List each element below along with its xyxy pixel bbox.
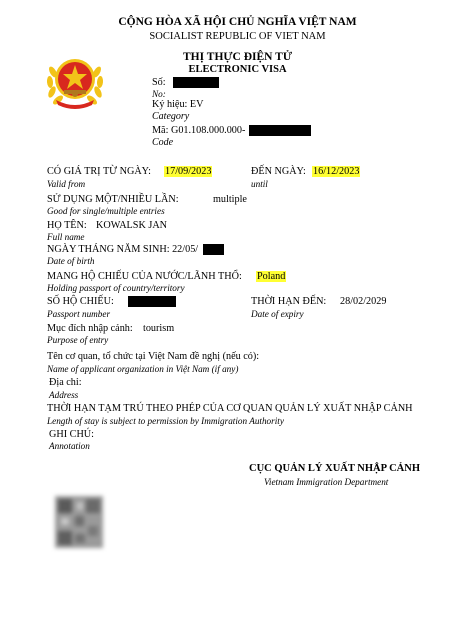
expiry-label-en: Date of expiry [251, 309, 304, 319]
notes-label: GHI CHÚ: [49, 429, 94, 440]
full-name-label-en: Full name [47, 232, 85, 242]
national-emblem-icon [44, 50, 106, 112]
purpose-value: tourism [143, 323, 175, 334]
address-label: Địa chỉ: [49, 377, 82, 388]
country-title-vn: CỘNG HÒA XÃ HỘI CHỦ NGHĨA VIỆT NAM [118, 16, 357, 28]
passport-label-en: Passport number [47, 309, 111, 319]
full-name-value: KOWALSK JAN [96, 220, 168, 231]
valid-from-value: 17/09/2023 [165, 166, 212, 177]
purpose-label: Mục đích nhập cảnh: [47, 323, 133, 334]
country-title-en: SOCIALIST REPUBLIC OF VIET NAM [149, 31, 326, 42]
organization-label-en: Name of applicant organization in Việt Nam (if any) [47, 364, 239, 374]
expiry-label: THỜI HẠN ĐẾN: [251, 296, 327, 307]
visa-number-redacted [173, 77, 219, 88]
qr-code-icon [55, 496, 103, 548]
code-label-en: Code [152, 137, 174, 148]
code-redacted [249, 125, 311, 136]
stay-label-en: Length of stay is subject to permission by Immigration Authority [47, 416, 284, 426]
address-label-en: Address [49, 390, 79, 400]
nationality-label-en: Holding passport of country/territory [47, 283, 185, 293]
dob-year-redacted [203, 244, 224, 255]
visa-title-vn: THỊ THỰC ĐIỆN TỬ [183, 51, 292, 63]
until-label: ĐẾN NGÀY: [251, 166, 306, 177]
full-name-label: HỌ TÊN: [47, 220, 87, 231]
dob-label-en: Date of birth [47, 256, 95, 266]
visa-title-en: ELECTRONIC VISA [188, 64, 287, 75]
until-label-en: until [251, 179, 268, 189]
category-label-en: Category [152, 111, 190, 122]
dob-label: NGÀY THÁNG NĂM SINH: 22/05/ [47, 244, 199, 255]
passport-label: SỐ HỘ CHIẾU: [47, 296, 114, 307]
valid-from-label-en: Valid from [47, 179, 86, 189]
nationality-value: Poland [257, 271, 286, 282]
valid-from-label: CÓ GIÁ TRỊ TỪ NGÀY: [47, 166, 151, 177]
passport-number-redacted [128, 296, 176, 307]
issuer-name-en: Vietnam Immigration Department [264, 477, 389, 487]
nationality-label: MANG HỘ CHIẾU CỦA NƯỚC/LÃNH THỔ: [47, 271, 242, 282]
organization-label: Tên cơ quan, tổ chức tại Việt Nam đề nghị (nếu có): [47, 351, 260, 362]
stay-label: THỜI HẠN TẠM TRÚ THEO PHÉP CỦA CƠ QUAN QUẢN LÝ XUẤT NHẬP CẢNH [47, 403, 413, 414]
visa-number-label-en: No: [152, 89, 166, 99]
entries-value: multiple [213, 194, 247, 205]
expiry-value: 28/02/2029 [340, 296, 387, 307]
code-label: Mã: G01.108.000.000- [152, 125, 246, 136]
visa-number-label: Số: [152, 77, 166, 88]
notes-label-en: Annotation [49, 441, 90, 451]
until-value: 16/12/2023 [313, 166, 360, 177]
entries-label-en: Good for single/multiple entries [47, 206, 165, 216]
entries-label: SỬ DỤNG MỘT/NHIỀU LẦN: [47, 194, 179, 205]
purpose-label-en: Purpose of entry [47, 335, 109, 345]
category-label: Ký hiệu: EV [152, 99, 204, 110]
issuer-name: CỤC QUẢN LÝ XUẤT NHẬP CẢNH [249, 463, 421, 474]
